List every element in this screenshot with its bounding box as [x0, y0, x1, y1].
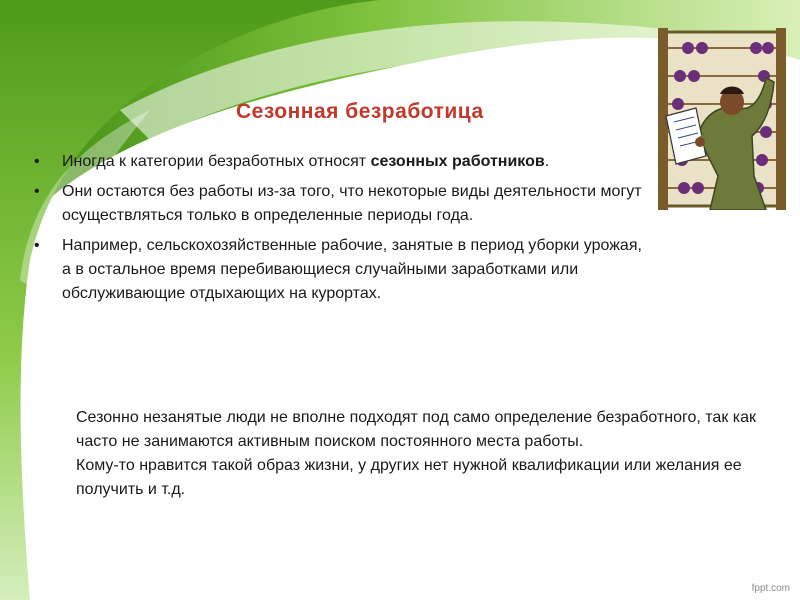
abacus-man-icon [658, 26, 788, 210]
bullet-bold-text: сезонных работников [370, 153, 545, 170]
bullet-text: Например, сельскохозяйственные рабочие, занятые в период уборки урожая, а в остальное время перебивающиеся случайными заработками или обслуживающие отдыхающих на курортах. [62, 237, 642, 302]
note-paragraph: Сезонно незанятые люди не вполне подходят под само определение безработного, так как часто не занимаются активным поиском постоянного места работы. [76, 409, 757, 450]
note-block [76, 406, 756, 502]
slide-title: Сезонная безработица [236, 100, 484, 123]
note-paragraph: Кому-то нравится такой образ жизни, у других нет нужной квалификации или желания ее получить и т.д. [76, 457, 742, 498]
bullet-dot-icon: • [34, 153, 40, 170]
bullet-item [30, 234, 650, 306]
bullet-list [30, 150, 650, 312]
bullet-item [30, 180, 650, 228]
bullet-text: Они остаются без работы из-за того, что некоторые виды деятельности могут осуществляться только в определенные периоды года. [62, 183, 642, 224]
bullet-text: Иногда к категории безработных относят [62, 153, 371, 170]
bullet-dot-icon: • [34, 183, 40, 200]
bullet-item [30, 150, 650, 174]
bullet-dot-icon: • [34, 237, 40, 254]
bullet-suffix: . [544, 153, 550, 170]
footer-credit: fppt.com [751, 583, 790, 594]
